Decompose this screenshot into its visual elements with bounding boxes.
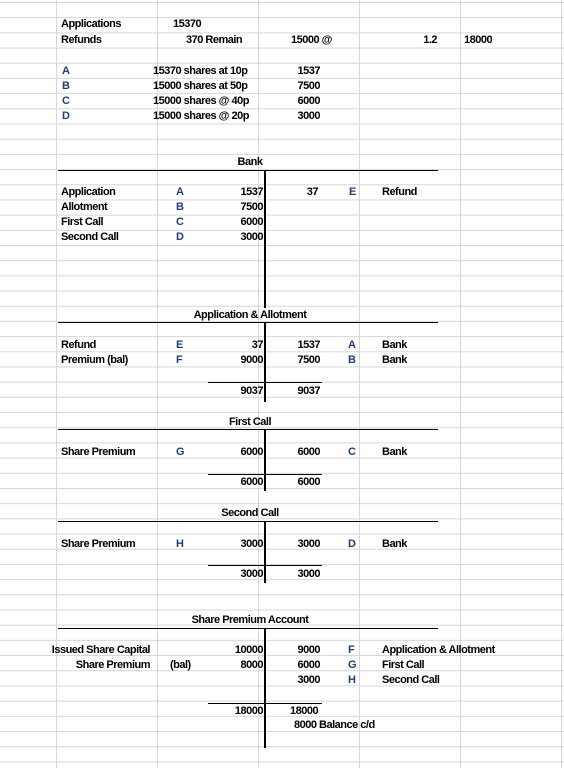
applications-label[interactable]: Applications <box>61 18 122 30</box>
app-allot-credit-amount[interactable]: 7500 <box>297 354 320 366</box>
bank-debit-label[interactable]: Application <box>61 186 116 198</box>
spa-header-rule <box>58 628 438 629</box>
spa-total-cr[interactable]: 18000 <box>290 705 319 717</box>
app-allot-title[interactable]: Application & Allotment <box>193 309 307 321</box>
call-amount[interactable]: 6000 <box>297 95 320 107</box>
bank-credit-label[interactable]: Refund <box>382 186 417 198</box>
bank-debit-amount[interactable]: 6000 <box>240 216 263 228</box>
spa-total-rule <box>208 703 322 704</box>
second-call-credit-letter[interactable]: D <box>348 538 356 550</box>
bank-debit-letter[interactable]: D <box>176 231 184 243</box>
first-call-divider <box>264 429 266 491</box>
second-call-total-rule <box>208 565 322 566</box>
bank-debit-letter[interactable]: A <box>176 186 184 198</box>
first-call-total-dr[interactable]: 6000 <box>240 476 263 488</box>
spa-credit-amount[interactable]: 3000 <box>297 674 320 686</box>
first-call-debit-label[interactable]: Share Premium <box>61 446 136 458</box>
spa-title[interactable]: Share Premium Account <box>191 614 309 626</box>
first-call-debit-letter[interactable]: G <box>176 446 185 458</box>
app-allot-total-rule <box>208 382 322 383</box>
bank-debit-amount[interactable]: 7500 <box>240 201 263 213</box>
second-call-debit-label[interactable]: Share Premium <box>61 538 136 550</box>
refunds-label[interactable]: Refunds <box>61 34 102 46</box>
spa-debit-letter[interactable]: (bal) <box>170 659 191 671</box>
bank-debit-label[interactable]: First Call <box>61 216 104 228</box>
bank-header-rule <box>58 170 438 171</box>
spa-credit-letter[interactable]: G <box>348 659 357 671</box>
second-call-debit-amount[interactable]: 3000 <box>240 538 263 550</box>
second-call-title[interactable]: Second Call <box>221 507 279 519</box>
app-allot-debit-label[interactable]: Premium (bal) <box>61 354 128 366</box>
call-description[interactable]: 15000 shares @ 40p <box>153 95 249 107</box>
app-allot-divider <box>264 322 266 402</box>
first-call-total-cr[interactable]: 6000 <box>297 476 320 488</box>
app-allot-debit-letter[interactable]: E <box>176 339 183 351</box>
app-allot-credit-label[interactable]: Bank <box>382 354 407 366</box>
bank-debit-label[interactable]: Second Call <box>61 231 119 243</box>
bank-debit-amount[interactable]: 3000 <box>240 231 263 243</box>
app-allot-header-rule <box>58 322 438 323</box>
spa-credit-letter[interactable]: F <box>348 644 355 656</box>
spa-credit-label[interactable]: Second Call <box>382 674 440 686</box>
spa-total-dr[interactable]: 18000 <box>234 705 263 717</box>
spa-credit-letter[interactable]: H <box>348 674 356 686</box>
rate-value[interactable]: 1.2 <box>423 34 437 46</box>
applications-value[interactable]: 15370 <box>173 18 202 30</box>
bank-debit-letter[interactable]: B <box>176 201 184 213</box>
at-text[interactable]: 15000 @ <box>291 34 332 46</box>
total-value[interactable]: 18000 <box>464 34 493 46</box>
app-allot-debit-amount[interactable]: 37 <box>251 339 263 351</box>
call-amount[interactable]: 3000 <box>297 110 320 122</box>
call-amount[interactable]: 1537 <box>297 65 320 77</box>
first-call-title[interactable]: First Call <box>228 416 272 428</box>
bank-title[interactable]: Bank <box>237 156 263 168</box>
spa-debit-label[interactable]: Issued Share Capital <box>51 644 150 656</box>
call-description[interactable]: 15370 shares at 10p <box>153 65 248 77</box>
app-allot-debit-letter[interactable]: F <box>176 354 183 366</box>
app-allot-debit-amount[interactable]: 9000 <box>240 354 263 366</box>
second-call-total-dr[interactable]: 3000 <box>240 568 263 580</box>
call-letter[interactable]: B <box>62 80 70 92</box>
app-allot-debit-label[interactable]: Refund <box>61 339 96 351</box>
second-call-header-rule <box>58 521 438 522</box>
app-allot-credit-letter[interactable]: B <box>348 354 356 366</box>
bank-debit-label[interactable]: Allotment <box>61 201 108 213</box>
call-description[interactable]: 15000 shares @ 20p <box>153 110 249 122</box>
bank-divider <box>264 170 266 308</box>
call-amount[interactable]: 7500 <box>297 80 320 92</box>
call-letter[interactable]: D <box>62 110 70 122</box>
app-allot-credit-letter[interactable]: A <box>348 339 356 351</box>
first-call-credit-amount[interactable]: 6000 <box>297 446 320 458</box>
spa-balance-cd[interactable]: 8000 Balance c/d <box>294 719 375 731</box>
spa-credit-amount[interactable]: 9000 <box>297 644 320 656</box>
first-call-header-rule <box>58 429 438 430</box>
app-allot-total-dr[interactable]: 9037 <box>240 385 263 397</box>
call-letter[interactable]: A <box>62 65 70 77</box>
first-call-credit-letter[interactable]: C <box>348 446 356 458</box>
spa-debit-amount[interactable]: 8000 <box>240 659 263 671</box>
bank-credit-letter[interactable]: E <box>349 186 356 198</box>
second-call-divider <box>264 521 266 583</box>
bank-debit-amount[interactable]: 1537 <box>240 186 263 198</box>
second-call-total-cr[interactable]: 3000 <box>297 568 320 580</box>
call-description[interactable]: 15000 shares at 50p <box>153 80 248 92</box>
bank-debit-letter[interactable]: C <box>176 216 184 228</box>
first-call-credit-label[interactable]: Bank <box>382 446 407 458</box>
bank-credit-amount[interactable]: 37 <box>306 186 318 198</box>
second-call-debit-letter[interactable]: H <box>176 538 184 550</box>
second-call-credit-amount[interactable]: 3000 <box>297 538 320 550</box>
spa-divider <box>264 628 266 748</box>
call-letter[interactable]: C <box>62 95 70 107</box>
app-allot-credit-amount[interactable]: 1537 <box>297 339 320 351</box>
spa-debit-label[interactable]: Share Premium <box>75 659 150 671</box>
app-allot-total-cr[interactable]: 9037 <box>297 385 320 397</box>
app-allot-credit-label[interactable]: Bank <box>382 339 407 351</box>
first-call-debit-amount[interactable]: 6000 <box>240 446 263 458</box>
spa-credit-label[interactable]: Application & Allotment <box>382 644 495 656</box>
spa-debit-amount[interactable]: 10000 <box>234 644 263 656</box>
second-call-credit-label[interactable]: Bank <box>382 538 407 550</box>
first-call-total-rule <box>208 474 322 475</box>
spa-credit-label[interactable]: First Call <box>382 659 425 671</box>
spa-credit-amount[interactable]: 6000 <box>297 659 320 671</box>
remain-text[interactable]: 370 Remain <box>186 34 243 46</box>
